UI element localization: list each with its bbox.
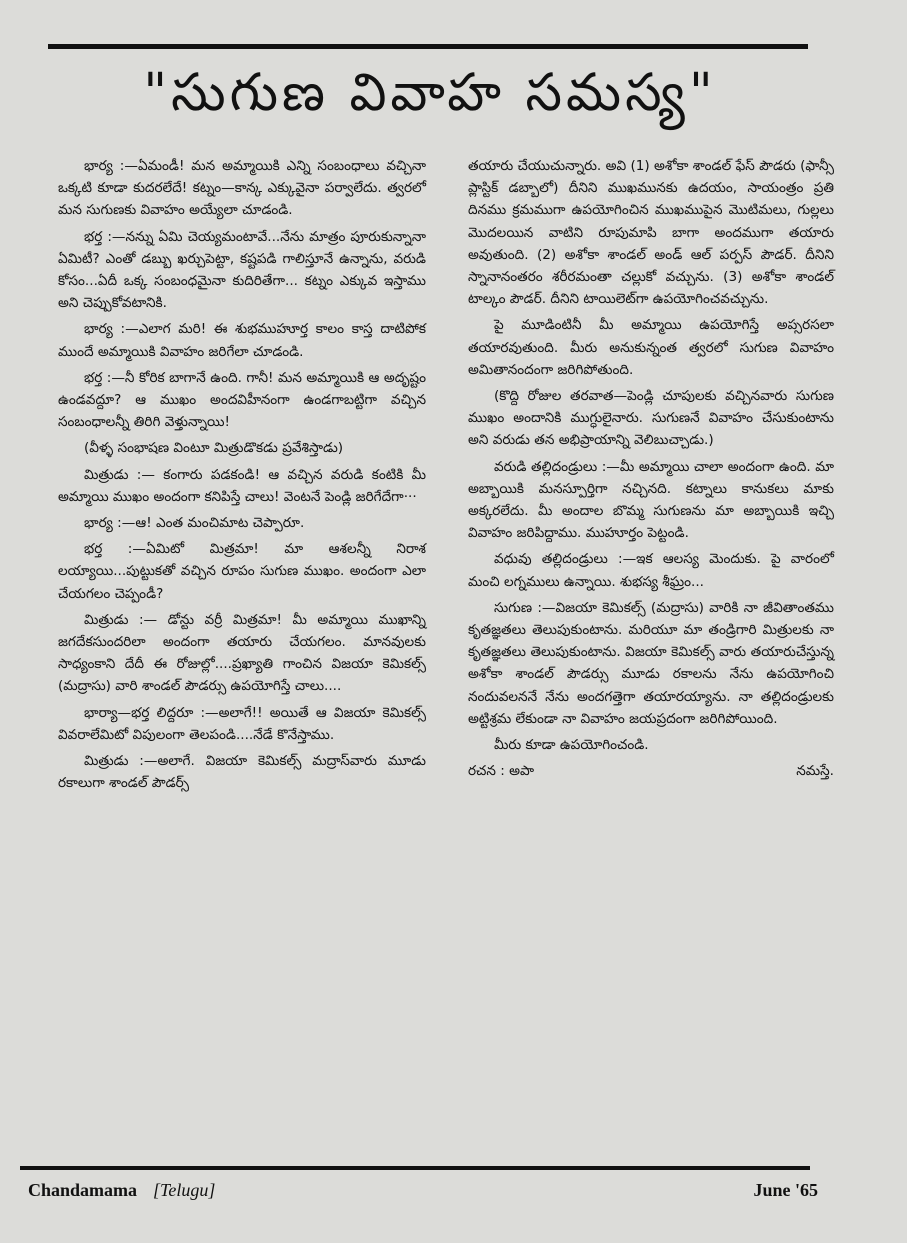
paragraph: తయారు చేయుచున్నారు. అవి (1) అశోకా శాండల్ ఫేస్ పౌడరు (ఫాన్సీ ప్లాస్టిక్ డబ్బాలో) దీనిని ముఖమునకు ఉదయం, సాయంత్రం ప్రతి దినము క్రమముగా ఉపయోగించిన ముఖముపైన మొటిమలు, గుల్లలు మొదలయిన వాటిని రూపుమాపి బాగా అందముగా తయారు అవుతుంది. (2) అశోకా శాండల్ అండ్ ఆల్ పర్పస్ పౌడర్. దీనిని స్నానానంతరం శరీరమంతా చల్లుకో వచ్చును. (3) అశోకా శాండల్ టాల్కం పౌడర్. దీనిని టాయిలెట్‌గా ఉపయోగించవచ్చును. bbox=[468, 158, 834, 308]
author-credit: రచన : అపా bbox=[468, 763, 535, 780]
paragraph: భర్త :—నీ కోరిక బాగానే ఉంది. గానీ! మన అమ్మాయికి ఆ అదృష్టం ఉండవద్దూ? ఆ ముఖం అందవిహీనంగా ఉండగాబట్టిగా వచ్చిన సంబంధాలన్నీ తిరిగి వెళ్తున్నాయి! bbox=[58, 369, 426, 431]
paragraph: పై మూడింటినీ మీ అమ్మాయి ఉపయోగిస్తే అప్సరసలా తయారవుతుంది. మీరు అనుకున్నంత త్వరలో సుగుణ వివాహం అమితానందంగా జరిగిపోతుంది. bbox=[468, 317, 834, 378]
paragraph: భార్య :—ఆ! ఎంత మంచిమాట చెప్పారూ. bbox=[84, 515, 305, 532]
closing-greeting: నమస్తే. bbox=[796, 763, 834, 780]
left-column bbox=[58, 155, 426, 798]
paragraph: భర్త :—నన్ను ఏమి చెయ్యమంటావే...నేను మాత్రం పూరుకున్నానా ఏమిటీ? ఎంతో డబ్బు ఖర్చుపెట్టా, కష్టపడి గాలిస్తూనే ఉన్నాను, వరుడి కోసం...ఏదీ ఒక్క సంబంధమైనా కుదిరితేగా... కట్నం ఎక్కువ ఇస్తాము అని చెప్పుకోవటానికి. bbox=[58, 228, 426, 312]
paragraph: మిత్రుడు :— డోన్టు వర్రీ మిత్రమా! మీ అమ్మాయి ముఖాన్ని జగదేకసుందరిలా అందంగా తయారు చేయగలం. మానవులకు సాధ్యంకాని దేదీ ఈ రోజుల్లో....ప్రఖ్యాతి గాంచిన విజయా కెమికల్స్ (మద్రాసు) వారి శాండల్ పౌడర్సు ఉపయోగిస్తే చాలు.... bbox=[58, 611, 426, 695]
paragraph: వరుడి తల్లిదండ్రులు :—మీ అమ్మాయి చాలా అందంగా ఉంది. మా అబ్బాయికి మనస్పూర్తిగా నచ్చినది. కట్నాలు కానుకలు మాకు అక్కరలేదు. మీ అందాల బొమ్మ సుగుణను మా అబ్బాయికి ఇచ్చి వివాహం జరిపిద్దాము. ముహూర్తం పెట్టండి. bbox=[468, 458, 834, 542]
right-column bbox=[468, 155, 834, 782]
footer-left bbox=[28, 1180, 215, 1201]
page-footer bbox=[28, 1180, 818, 1201]
top-rule bbox=[48, 44, 808, 49]
paragraph: భర్త :—ఏమిటో మిత్రమా! మా ఆశలన్నీ నిరాశ లయ్యాయి...పుట్టుకతో వచ్చిన రూపం సుగుణ ముఖం. అందంగా ఎలా చేయగలం చెప్పండీ? bbox=[58, 541, 426, 602]
paragraph: మిత్రుడు :— కంగారు పడకండి! ఆ వచ్చిన వరుడి కంటికి మీ అమ్మాయి ముఖం అందంగా కనిపిస్తే చాలు! వెంటనే పెండ్లి జరిగేదేగా··· bbox=[58, 466, 426, 505]
page-title: "సుగుణ వివాహ సమస్య" bbox=[143, 63, 717, 123]
magazine-name: Chandamama bbox=[28, 1180, 138, 1200]
paragraph: మీరు కూడా ఉపయోగించండి. bbox=[494, 737, 649, 754]
stage-direction: (వీళ్ళ సంభాషణ వింటూ మిత్రుడొకడు ప్రవేశిస్తాడు) bbox=[84, 440, 344, 457]
stage-direction: (కొద్ది రోజుల తరవాత—పెండ్లి చూపులకు వచ్చినవారు సుగుణ ముఖం అందానికి ముగ్ధులైనారు. సుగుణనే వివాహం చేసుకుంటాను అని వరుడు తన అభిప్రాయాన్ని వెలిబుచ్చాడు.) bbox=[468, 388, 834, 449]
paragraph: భార్యా—భర్త లిద్దరూ :—అలాగే!! అయితే ఆ విజయా కెమికల్స్ వివరాలేమిటో విపులంగా తెలపండి....నేడే కొనేస్తాము. bbox=[58, 704, 426, 743]
language-tag: [Telugu] bbox=[153, 1180, 216, 1200]
paragraph: భార్య :—ఏమండీ! మన అమ్మాయికి ఎన్ని సంబంధాలు వచ్చినా ఒక్కటి కూడా కుదరలేదే! కట్నం—కాన్క ఎక్కువైనా పర్వాలేదు. త్వరలో మన సుగుణకు వివాహం అయ్యేలా చూడండి. bbox=[58, 158, 426, 219]
paragraph: భార్య :—ఎలాగ మరి! ఈ శుభముహూర్త కాలం కాస్త దాటిపోక ముందే అమ్మాయికి వివాహం జరిగేలా చూడండి. bbox=[58, 321, 426, 360]
paragraph: మిత్రుడు :—అలాగే. విజయా కెమికల్స్ మద్రాస్‌వారు మూడు రకాలుగా శాండల్ పౌడర్స్ bbox=[58, 753, 426, 792]
paragraph: సుగుణ :—విజయా కెమికల్స్ (మద్రాసు) వారికి నా జీవితాంతము కృతజ్ఞతలు తెలుపుకుంటాను. మరియూ మా తండ్రిగారి మిత్రులకు నా కృతజ్ఞతలు తెలుపుకుంటాను. విజయా కెమికల్స్ వారు తయారుచేస్తున్న అశోకా శాండల్ పౌడర్సు మూడు రకాలను నేను ఉపయోగించి నందువలననే నేను అందగత్తెగా తయారయ్యాను. నా తల్లిదండ్రులకు అట్టిశ్రమ లేకుండా నా వివాహం జయప్రదంగా జరిగిపోయింది. bbox=[468, 599, 834, 727]
issue-date: June '65 bbox=[753, 1180, 818, 1200]
paragraph: వధువు తల్లిదండ్రులు :—ఇక ఆలస్య మెందుకు. పై వారంలో మంచి లగ్నములు ఉన్నాయి. శుభస్య శీఘ్రం... bbox=[468, 551, 834, 590]
signoff bbox=[468, 760, 834, 782]
bottom-rule bbox=[20, 1166, 810, 1170]
